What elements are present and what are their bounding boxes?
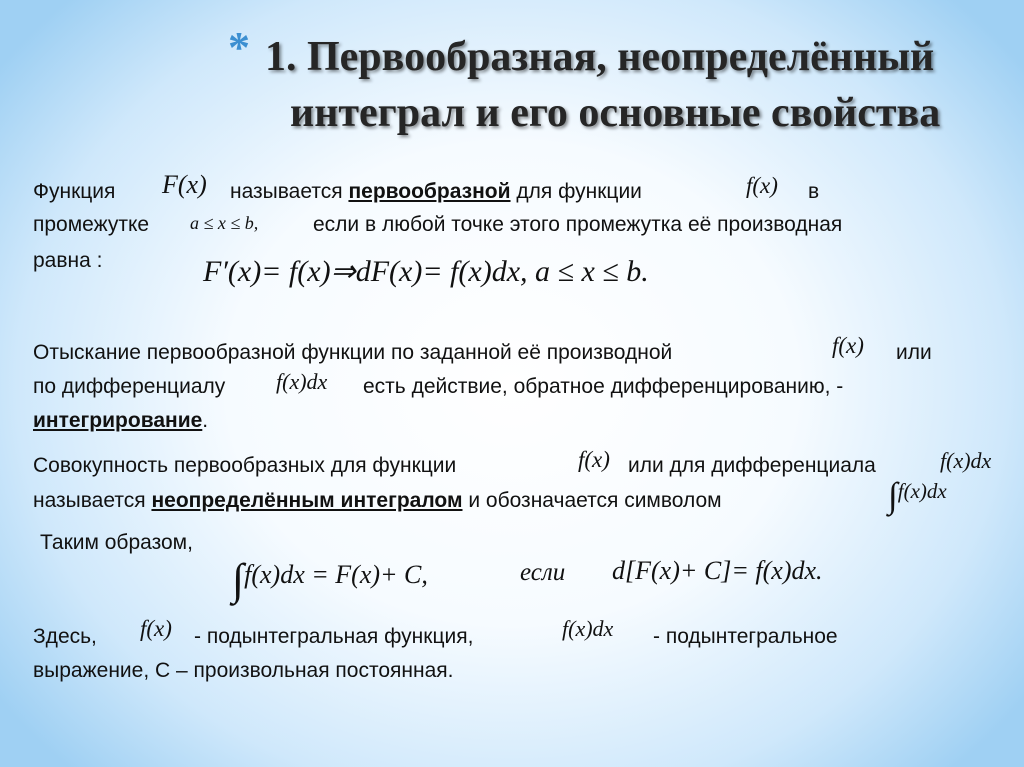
p3-ili-diff: или для дифференциала [628,454,876,477]
p2-f-of-x: f(x) [832,333,864,358]
slide-title-line2: интеграл и его основные свойства [290,90,941,136]
p1-f-of-x: f(x) [746,173,778,198]
p3-line2: называется неопределённым интегралом и обозначается символом [33,489,722,512]
p5-f-of-x: f(x) [140,616,172,641]
p5-podintegralnoe: - подынтегральное [653,625,838,648]
p4-takim-obrazom: Таким образом, [40,531,193,554]
p1-v: в [808,180,820,203]
p3-f-of-x: f(x) [578,447,610,472]
p5-vyrazhenie: выражение, С – произвольная постоянная. [33,659,454,682]
term-integration: интегрирование [33,409,203,432]
p5-zdes: Здесь, [33,625,97,648]
p4-esli: если [520,559,566,586]
p4-formula-b: d[F(x)+ C]= f(x)dx. [612,556,823,585]
p1-condition-text: если в любой точке этого промежутка её производная [313,213,843,236]
p2-ili: или [896,341,932,364]
p2-line1: Отыскание первообразной функции по заданной её производной [33,341,673,364]
p4-formula-a: ∫f(x)dx = F(x)+ C, [232,555,428,604]
p3-line1: Совокупность первообразных для функции [33,454,457,477]
integral-sign-icon: ∫ [232,555,245,604]
p1-formula: F′(x)= f(x)⇒dF(x)= f(x)dx, a ≤ x ≤ b. [203,255,649,288]
p1-nazyvaetsya: называется первообразной для функции [230,180,642,203]
p1-ravna: равна : [33,249,103,272]
slide-title-line1: 1. Первообразная, неопределённый [265,34,935,80]
p1-interval: a ≤ x ≤ b, [190,213,259,233]
p2-line2-rest: есть действие, обратное дифференцированию, - [363,375,844,398]
integral-sign-icon: ∫ [888,475,898,515]
p1-funkciya: Функция [33,180,116,203]
title-star: * [228,23,250,72]
p2-integrirovanie: интегрирование. [33,409,209,432]
p5-f-of-x-dx: f(x)dx [562,616,614,641]
p3-integral-symbol: ∫f(x)dx [888,475,947,515]
p5-integrand: - подынтегральная функция, [194,625,474,648]
term-indefinite-integral: неопределённым интегралом [151,489,463,512]
p2-po-differencialu: по дифференциалу [33,375,226,398]
p1-promezhutke: промежутке [33,213,150,236]
p1-F-of-x: F(x) [162,170,207,199]
term-antiderivative: первообразной [348,180,511,203]
p2-f-of-x-dx: f(x)dx [276,369,328,394]
p3-f-of-x-dx: f(x)dx [940,448,992,473]
